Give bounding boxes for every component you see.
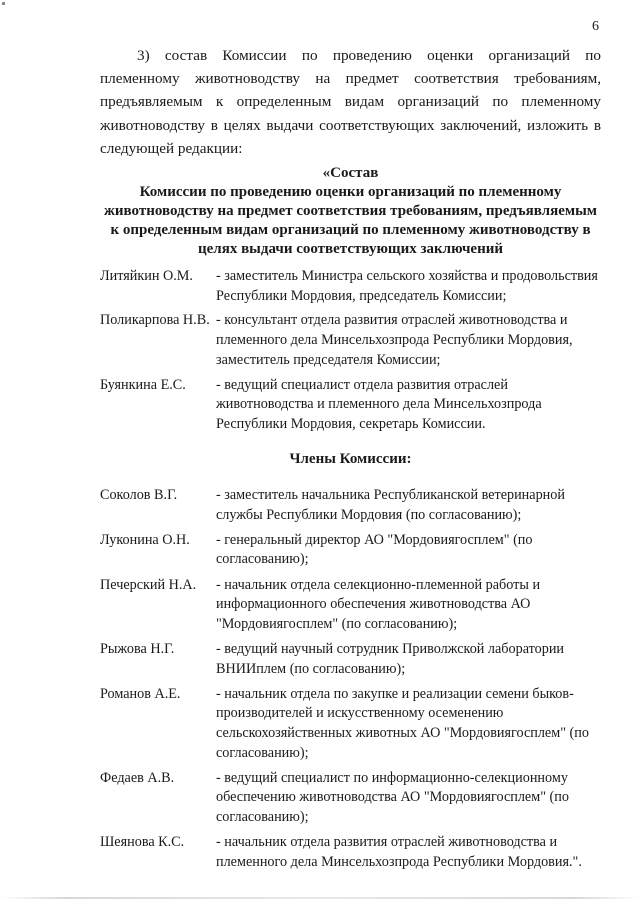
- person-role: - заместитель Министра сельского хозяйства и продовольствия Республики Мордовия, председатель Комиссии;: [216, 268, 598, 304]
- person-role: - ведущий специалист отдела развития отраслей животноводства и племенного дела Минсельхозпрода Республики Мордовия, секретарь Комиссии.: [216, 376, 542, 432]
- member-role: - заместитель начальника Республиканской ветеринарной службы Республики Мордовия (по согласованию);: [216, 487, 565, 523]
- members-list: [100, 486, 605, 872]
- intro-paragraph: 3) состав Комиссии по проведению оценки организаций по племенному животноводству на предмет соответствия требованиям, предъявляемым к определенным видам организаций по племенному животноводству в целях выдачи соответствующих заключений, изложить в следующей редакции:: [100, 47, 601, 157]
- member-role: - начальник отдела селекционно-племенной работы и информационного обеспечения животноводства АО "Мордовиягосплем" (по согласованию);: [216, 576, 541, 632]
- member-role: - генеральный директор АО "Мордовиягосплем" (по согласованию);: [216, 531, 533, 568]
- person-row: [100, 267, 605, 306]
- member-name: Печерский Н.А.: [100, 576, 197, 593]
- member-role: - начальник отдела по закупке и реализации семени быков-производителей и искусственному осеменению сельскохозяйственных животных АО "Мордовиягосплем" (по согласованию);: [216, 685, 589, 761]
- member-name: Романов А.Е.: [100, 685, 181, 702]
- member-row: [100, 531, 605, 570]
- member-row: [100, 685, 605, 763]
- members-heading: Члены Комиссии:: [289, 451, 412, 467]
- person-row: [100, 311, 605, 370]
- member-row: [100, 640, 605, 679]
- member-name: Соколов В.Г.: [100, 487, 178, 503]
- scan-bottom-edge: [0, 897, 640, 899]
- person-row: [100, 376, 605, 435]
- person-role: - консультант отдела развития отраслей животноводства и племенного дела Минсельхозпрода Республики Мордовия, заместитель председателя Комиссии;: [216, 312, 573, 368]
- scan-speck: [2, 2, 5, 5]
- member-row: [100, 833, 605, 872]
- section-title: «Состав: [322, 165, 379, 181]
- person-name: Поликарпова Н.В.: [100, 312, 210, 329]
- person-name: Литяйкин О.М.: [100, 268, 193, 284]
- member-name: Рыжова Н.Г.: [100, 640, 175, 657]
- commission-heading: Комиссии по проведению оценки организаций по племенному животноводству на предмет соответствия требованиям, предъявляемым к определенным видам организаций по племенному животноводству в целях выдачи соответствующих заключений: [104, 184, 597, 257]
- member-role: - ведущий научный сотрудник Приволжской лаборатории ВНИИплем (по согласованию);: [216, 640, 565, 677]
- member-role: - ведущий специалист по информационно-селекционному обеспечению животноводства АО "Мордовиягосплем" (по согласованию);: [216, 769, 569, 825]
- person-name: Буянкина Е.С.: [100, 376, 186, 393]
- member-name: Федаев А.В.: [100, 769, 175, 786]
- page-number: 6: [592, 19, 599, 34]
- member-row: [100, 769, 605, 828]
- member-row: [100, 576, 605, 635]
- member-name: Луконина О.Н.: [100, 531, 190, 548]
- member-name: Шеянова К.С.: [100, 834, 185, 851]
- member-row: [100, 486, 605, 525]
- member-role: - начальник отдела развития отраслей животноводства и племенного дела Минсельхозпрода Республики Мордовия.".: [216, 834, 582, 870]
- leadership-list: [100, 267, 605, 434]
